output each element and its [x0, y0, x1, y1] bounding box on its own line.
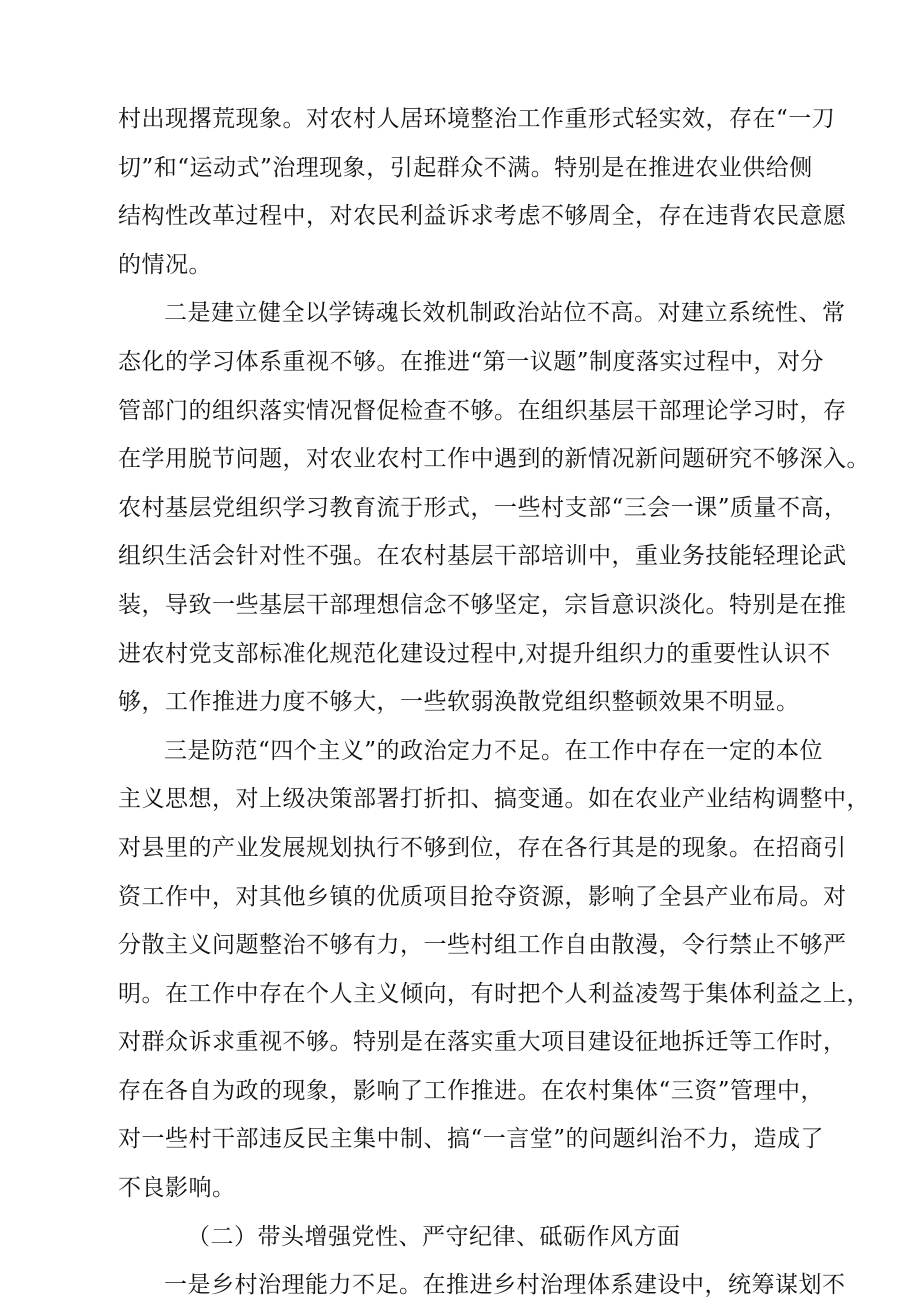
paragraph-line: 不良影响。	[118, 1175, 236, 1202]
paragraph-line: 在学用脱节问题，对农业农村工作中遇到的新情况新问题研究不够深入。	[118, 446, 870, 473]
paragraph-line: 装，导致一些基层干部理想信念不够坚定，宗旨意识淡化。特别是在推	[118, 591, 847, 618]
paragraph-line: 存在各自为政的现象，影响了工作推进。在农村集体“三资”管理中，	[118, 1077, 825, 1104]
paragraph-line: 村出现撂荒现象。对农村人居环境整治工作重形式轻实效，存在“一刀	[118, 106, 836, 132]
paragraph-line: 明。在工作中存在个人主义倾向，有时把个人利益凌驾于集体利益之上，	[118, 980, 870, 1007]
paragraph-line: 二是建立健全以学铸魂长效机制政治站位不高。对建立系统性、常	[164, 300, 846, 327]
document-body	[118, 95, 870, 1310]
paragraph-line: 农村基层党组织学习教育流于形式，一些村支部“三会一课”质量不高，	[118, 494, 848, 521]
paragraph-line: 三是防范“四个主义”的政治定力不足。在工作中存在一定的本位	[164, 737, 824, 764]
paragraph-line: 对一些村干部违反民主集中制、搞“一言堂”的问题纠治不力，造成了	[118, 1126, 825, 1153]
paragraph-line: 够，工作推进力度不够大，一些软弱涣散党组织整顿效果不明显。	[118, 689, 800, 716]
paragraph-line: 管部门的组织落实情况督促检查不够。在组织基层干部理论学习时，存	[118, 397, 847, 424]
paragraph-line: 分散主义问题整治不够有力，一些村组工作自由散漫，令行禁止不够严	[118, 932, 847, 959]
section-heading: （二）带头增强党性、严守纪律、砥砺作风方面	[187, 1223, 681, 1250]
paragraph-line: 进农村党支部标准化规范化建设过程中,对提升组织力的重要性认识不	[118, 640, 831, 667]
paragraph-line: 态化的学习体系重视不够。在推进“第一议题”制度落实过程中，对分	[118, 348, 825, 375]
paragraph-line: 对群众诉求重视不够。特别是在落实重大项目建设征地拆迁等工作时，	[118, 1029, 847, 1056]
paragraph-line: 一是乡村治理能力不足。在推进乡村治理体系建设中，统筹谋划不	[164, 1272, 846, 1299]
paragraph-line: 组织生活会针对性不强。在农村基层干部培训中，重业务技能轻理论武	[118, 543, 847, 570]
paragraph-line: 切”和“运动式”治理现象，引起群众不满。特别是在推进农业供给侧	[118, 154, 813, 181]
paragraph-line: 主义思想，对上级决策部署打折扣、搞变通。如在农业产业结构调整中，	[118, 786, 870, 813]
paragraph-line: 资工作中，对其他乡镇的优质项目抢夺资源，影响了全县产业布局。对	[118, 883, 847, 910]
paragraph-line: 的情况。	[118, 251, 212, 278]
paragraph-line: 对县里的产业发展规划执行不够到位，存在各行其是的现象。在招商引	[118, 834, 847, 861]
paragraph-line: 结构性改革过程中，对农民利益诉求考虑不够周全，存在违背农民意愿	[118, 203, 847, 230]
